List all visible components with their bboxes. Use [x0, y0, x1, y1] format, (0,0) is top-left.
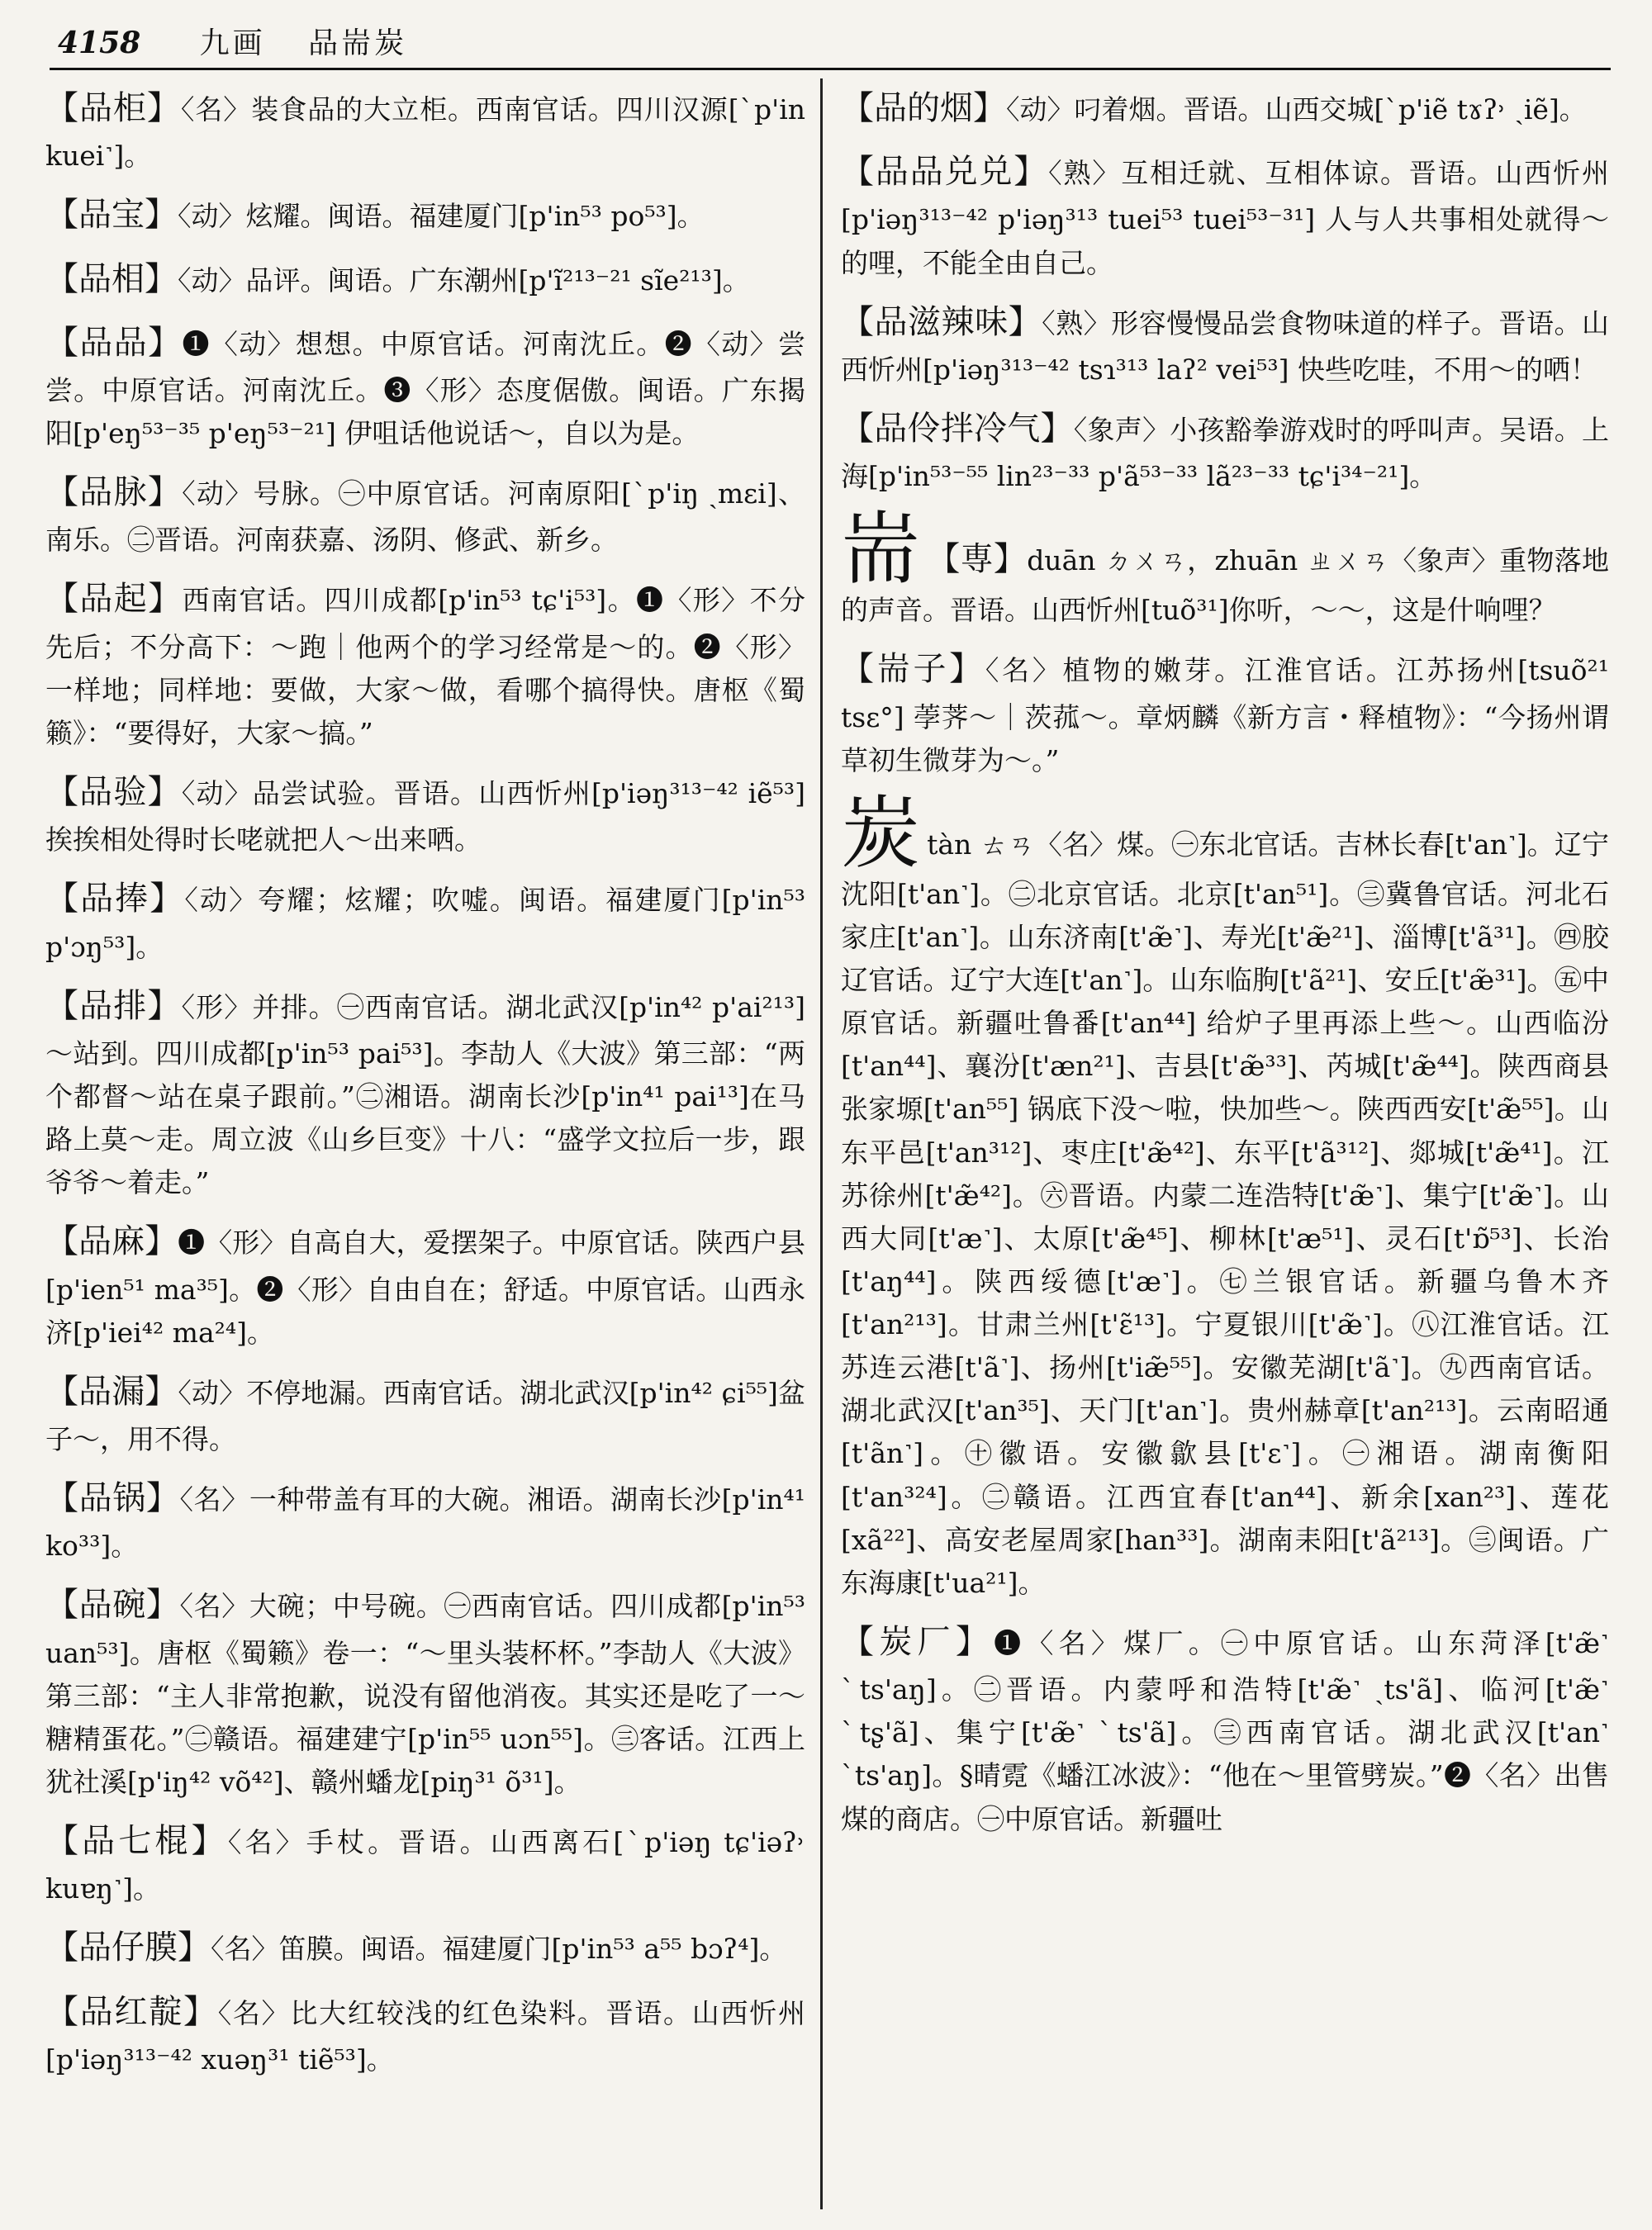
- entry-definition: ❶〈名〉煤厂。㊀中原官话。山东菏泽[t'æ̃˺ ˋts'aŋ]。㊁晋语。内蒙呼和浩特[t'æ̃˺ ˏts'ã]、临河[t'æ̃˺ ˋtʂ'ã]、集宁[t'æ̃˺ ˋts'ã]。㊂西南官话。湖北武汉[t'an˺ ˋts'aŋ]。§晴霓《蟠江冰波》：“他在～里管劈炭。”❷〈名〉出售煤的商店。㊀中原官话。新疆吐: [841, 1626, 1609, 1835]
- entry-definition: 〈动〉不停地漏。西南官话。湖北武汉[p'in⁴² ɕi⁵⁵]盆子～，用不得。: [45, 1376, 805, 1455]
- entry-headword: 【品宝】: [45, 196, 178, 235]
- dictionary-entry: [45, 1815, 805, 1910]
- dictionary-entry: [841, 643, 1609, 781]
- entry-definition: 〈名〉笛膜。闽语。福建厦门[p'in⁵³ a⁵⁵ bɔʔ⁴]。: [211, 1933, 787, 1966]
- entry-headword: 【品的烟】: [841, 89, 1006, 127]
- entry-headword: 【品排】: [45, 986, 182, 1025]
- entry-definition: duān ㄉㄨㄢ，zhuān ㄓㄨㄢ〈象声〉重物落地的声音。晋语。山西忻州[tuõ³¹]你听，～～，这是什响哩？: [841, 544, 1609, 627]
- entry-definition: 〈象声〉小孩豁拳游戏时的呼叫声。吴语。上海[p'in⁵³⁻⁵⁵ lin²³⁻³³ p'ã⁵³⁻³³ lã²³⁻³³ tɕ'i³⁴⁻²¹]。: [841, 413, 1609, 493]
- right-column: [841, 83, 1609, 2213]
- dictionary-entry: [45, 1473, 805, 1568]
- character-entry: [841, 503, 1609, 632]
- dictionary-entry: [45, 83, 805, 178]
- entry-definition: 〈名〉大碗；中号碗。㊀西南官话。四川成都[p'in⁵³ uan⁵³]。唐枢《蜀籁》卷一：“～里头装杯杯。”李劼人《大波》第三部：“主人非常抱歉，说没有留他消夜。其实还是吃了一～糖精蛋花。”㊁赣语。福建建宁[p'in⁵⁵ uɔn⁵⁵]。㊂客话。江西上犹社溪[p'iŋ⁴² võ⁴²]、赣州蟠龙[piŋ³¹ õ³¹]。: [45, 1590, 805, 1798]
- entry-headword: 【品相】: [45, 259, 178, 298]
- dictionary-entry: [45, 1366, 805, 1461]
- entry-headword: 【炭厂】: [841, 1622, 995, 1661]
- dictionary-entry: [45, 573, 805, 755]
- entry-definition: 西南官话。四川成都[p'in⁵³ tɕ'i⁵³]。❶〈形〉不分先后；不分高下：～跑｜他两个的学习经常是～的。❷〈形〉一样地；同样地：要做，大家～做，看哪个搞得快。唐枢《蜀籁》：“要得好，大家～搞。”: [45, 584, 805, 749]
- entry-headword: 【品麻】: [45, 1222, 178, 1261]
- entry-headword: 【専】: [927, 540, 1028, 579]
- entry-headword: 【品碗】: [45, 1586, 180, 1625]
- dictionary-entry: [45, 766, 805, 861]
- page-number: 4158: [58, 26, 141, 60]
- entry-definition: 〈熟〉形容慢慢品尝食物味道的样子。晋语。山西忻州[p'iəŋ³¹³⁻⁴² tsɿ³¹³ laʔ² vei⁵³] 快些吃哇，不用～的哂！: [841, 306, 1609, 386]
- entry-headword: 【品验】: [45, 773, 182, 811]
- dictionary-entry: [45, 1579, 805, 1804]
- head-character: 耑: [841, 503, 921, 596]
- entry-headword: 【品品】: [45, 323, 183, 362]
- dictionary-entry: [841, 146, 1609, 284]
- head-character: 炭: [841, 786, 921, 880]
- entry-headword: 【品脉】: [45, 473, 183, 512]
- entry-headword: 【耑子】: [841, 650, 985, 689]
- entry-headword: 【品伶拌冷气】: [841, 409, 1074, 448]
- entry-headword: 【品起】: [45, 580, 183, 619]
- entry-headword: 【品仔膜】: [45, 1929, 211, 1967]
- dictionary-entry: [841, 403, 1609, 498]
- column-divider: [820, 78, 823, 2209]
- dictionary-entry: [45, 1922, 805, 1974]
- dictionary-entry: [45, 254, 805, 306]
- entry-definition: 〈动〉品评。闽语。广东潮州[p'ĩ²¹³⁻²¹ sĩe²¹³]。: [178, 263, 750, 297]
- dictionary-entry: [45, 1216, 805, 1354]
- entry-headword: 【品锅】: [45, 1479, 180, 1518]
- dictionary-entry: [45, 189, 805, 241]
- dictionary-entry: [45, 1986, 805, 2081]
- page-header: [58, 18, 1611, 68]
- dictionary-entry: [45, 317, 805, 455]
- section-title: 九画: [199, 26, 266, 60]
- header-rule: [50, 68, 1611, 70]
- entry-definition: 〈动〉号脉。㊀中原官话。河南原阳[ˋp'iŋ ˏmɛi]、南乐。㊁晋语。河南获嘉、汤阴、修武、新乡。: [45, 477, 805, 557]
- left-column: [45, 83, 805, 2213]
- dictionary-entry: [45, 980, 805, 1205]
- entry-headword: 【品红靛】: [45, 1992, 218, 2031]
- entry-headword: 【品捧】: [45, 880, 185, 918]
- entry-definition: 〈动〉叼着烟。晋语。山西交城[ˋp'iẽ tɤʔ˒ ˏiẽ]。: [1006, 93, 1587, 126]
- entry-headword: 【品七棍】: [45, 1822, 228, 1861]
- entry-definition: 〈形〉并排。㊀西南官话。湖北武汉[p'in⁴² p'ai²¹³]～站到。四川成都[p'in⁵³ pai⁵³]。李劼人《大波》第三部：“两个都督～站在桌子跟前。”㊁湘语。湖南长沙[p'in⁴¹ pai¹³]在马路上莫～走。周立波《山乡巨变》十八：“盛学文拉后一步，跟爷爷～着走。”: [45, 990, 805, 1199]
- entry-definition: tàn ㄊㄢ〈名〉煤。㊀东北官话。吉林长春[t'an˺]。辽宁沈阳[t'an˺]。㊁北京官话。北京[t'an⁵¹]。㊂冀鲁官话。河北石家庄[t'an˺]。山东济南[t'æ̃˺]、寿光[t'æ̃²¹]、淄博[t'ã³¹]。㊃胶辽官话。辽宁大连[t'an˺]。山东临朐[t'ã²¹]、安丘[t'æ̃³¹]。㊄中原官话。新疆吐鲁番[t'an⁴⁴] 给炉子里再添上些～。山西临汾[t'an⁴⁴]、襄汾[t'æn²¹]、吉县[t'æ̃³³]、芮城[t'æ̃⁴⁴]。陕西商县张家塬[t'an⁵⁵] 锅底下没～啦，快加些～。陕西西安[t'æ̃⁵⁵]。山东平邑[t'an³¹²]、枣庄[t'æ̃⁴²]、东平[t'ã³¹²]、郯城[t'æ̃⁴¹]。江苏徐州[t'æ̃⁴²]。㊅晋语。内蒙二连浩特[t'æ̃˺]、集宁[t'æ̃˺]。山西大同[t'æ˺]、太原[t'æ̃⁴⁵]、柳林[t'æ⁵¹]、灵石[t'ɒ̃⁵³]、长治[t'aŋ⁴⁴]。陕西绥德[t'æ˺]。㊆兰银官话。新疆乌鲁木齐[t'an²¹³]。甘肃兰州[t'ɛ̃¹³]。宁夏银川[t'æ̃˺]。㊇江淮官话。江苏连云港[t'ã˺]、扬州[t'iæ̃⁵⁵]。安徽芜湖[t'ã˺]。㊈西南官话。湖北武汉[t'an³⁵]、天门[t'an˺]。贵州赫章[t'an²¹³]。云南昭通[t'ãn˺]。㊉徽语。安徽歙县[t'ɛ˺]。㊀湘语。湖南衡阳[t'an³²⁴]。㊁赣语。江西宜春[t'an⁴⁴]、新余[xan²³]、莲花[xã²²]、高安老屋周家[han³³]。湖南耒阳[t'ã²¹³]。㊂闽语。广东海康[t'ua²¹]。: [841, 828, 1609, 1599]
- entry-definition: 〈动〉炫耀。闽语。福建厦门[p'in⁵³ po⁵³]。: [178, 200, 705, 233]
- entry-definition: 〈名〉比大红较浅的红色染料。晋语。山西忻州[p'iəŋ³¹³⁻⁴² xuəŋ³¹ tiẽ⁵³]。: [45, 1996, 805, 2076]
- dictionary-entry: [841, 83, 1609, 135]
- entry-headword: 【品漏】: [45, 1372, 178, 1411]
- entry-definition: ❶〈形〉自高自大，爱摆架子。中原官话。陕西户县[p'ien⁵¹ ma³⁵]。❷〈形〉自由自在；舒适。中原官话。山西永济[p'iei⁴² ma²⁴]。: [45, 1226, 805, 1349]
- page-headwords: 品耑炭: [308, 26, 408, 60]
- dictionary-entry: [45, 873, 805, 968]
- entry-definition: 〈动〉品尝试验。晋语。山西忻州[p'iəŋ³¹³⁻⁴² iẽ⁵³]挨挨相处得时长咾就把人～出来哂。: [45, 777, 805, 856]
- entry-headword: 【品品兑兑】: [841, 153, 1049, 192]
- entry-headword: 【品柜】: [45, 89, 181, 127]
- entry-definition: 〈熟〉互相迁就、互相体谅。晋语。山西忻州[p'iəŋ³¹³⁻⁴² p'iəŋ³¹³ tuei⁵³ tuei⁵³⁻³¹] 人与人共事相处就得～的哩，不能全由自己。: [841, 157, 1609, 279]
- entry-headword: 【品滋辣味】: [841, 302, 1042, 341]
- dictionary-entry: [841, 1616, 1609, 1841]
- entry-definition: 〈名〉植物的嫩芽。江淮官话。江苏扬州[tsuõ²¹ tsɛ°] 荸荠～｜茨菰～。章炳麟《新方言・释植物》：“今扬州谓草初生微芽为～。”: [841, 654, 1609, 776]
- entry-definition: ❶〈动〉想想。中原官话。河南沈丘。❷〈动〉尝尝。中原官话。河南沈丘。❸〈形〉态度倨傲。闽语。广东揭阳[p'eŋ⁵³⁻³⁵ p'eŋ⁵³⁻²¹] 伊咀话他说话～，自以为是。: [45, 327, 805, 449]
- dictionary-entry: [45, 467, 805, 562]
- entry-definition: 〈动〉夸耀；炫耀；吹嘘。闽语。福建厦门[p'in⁵³ p'ɔŋ⁵³]。: [45, 884, 805, 963]
- entry-definition: 〈名〉一种带盖有耳的大碗。湘语。湖南长沙[p'in⁴¹ ko³³]。: [45, 1483, 805, 1563]
- character-entry: [841, 786, 1609, 1605]
- entry-definition: 〈名〉装食品的大立柜。西南官话。四川汉源[ˋp'in kuei˺]。: [45, 93, 805, 173]
- dictionary-entry: [841, 297, 1609, 391]
- entry-definition: 〈名〉手杖。晋语。山西离石[ˋp'iəŋ tɕ'iəʔ˒ kuɐŋ˺]。: [45, 1826, 805, 1905]
